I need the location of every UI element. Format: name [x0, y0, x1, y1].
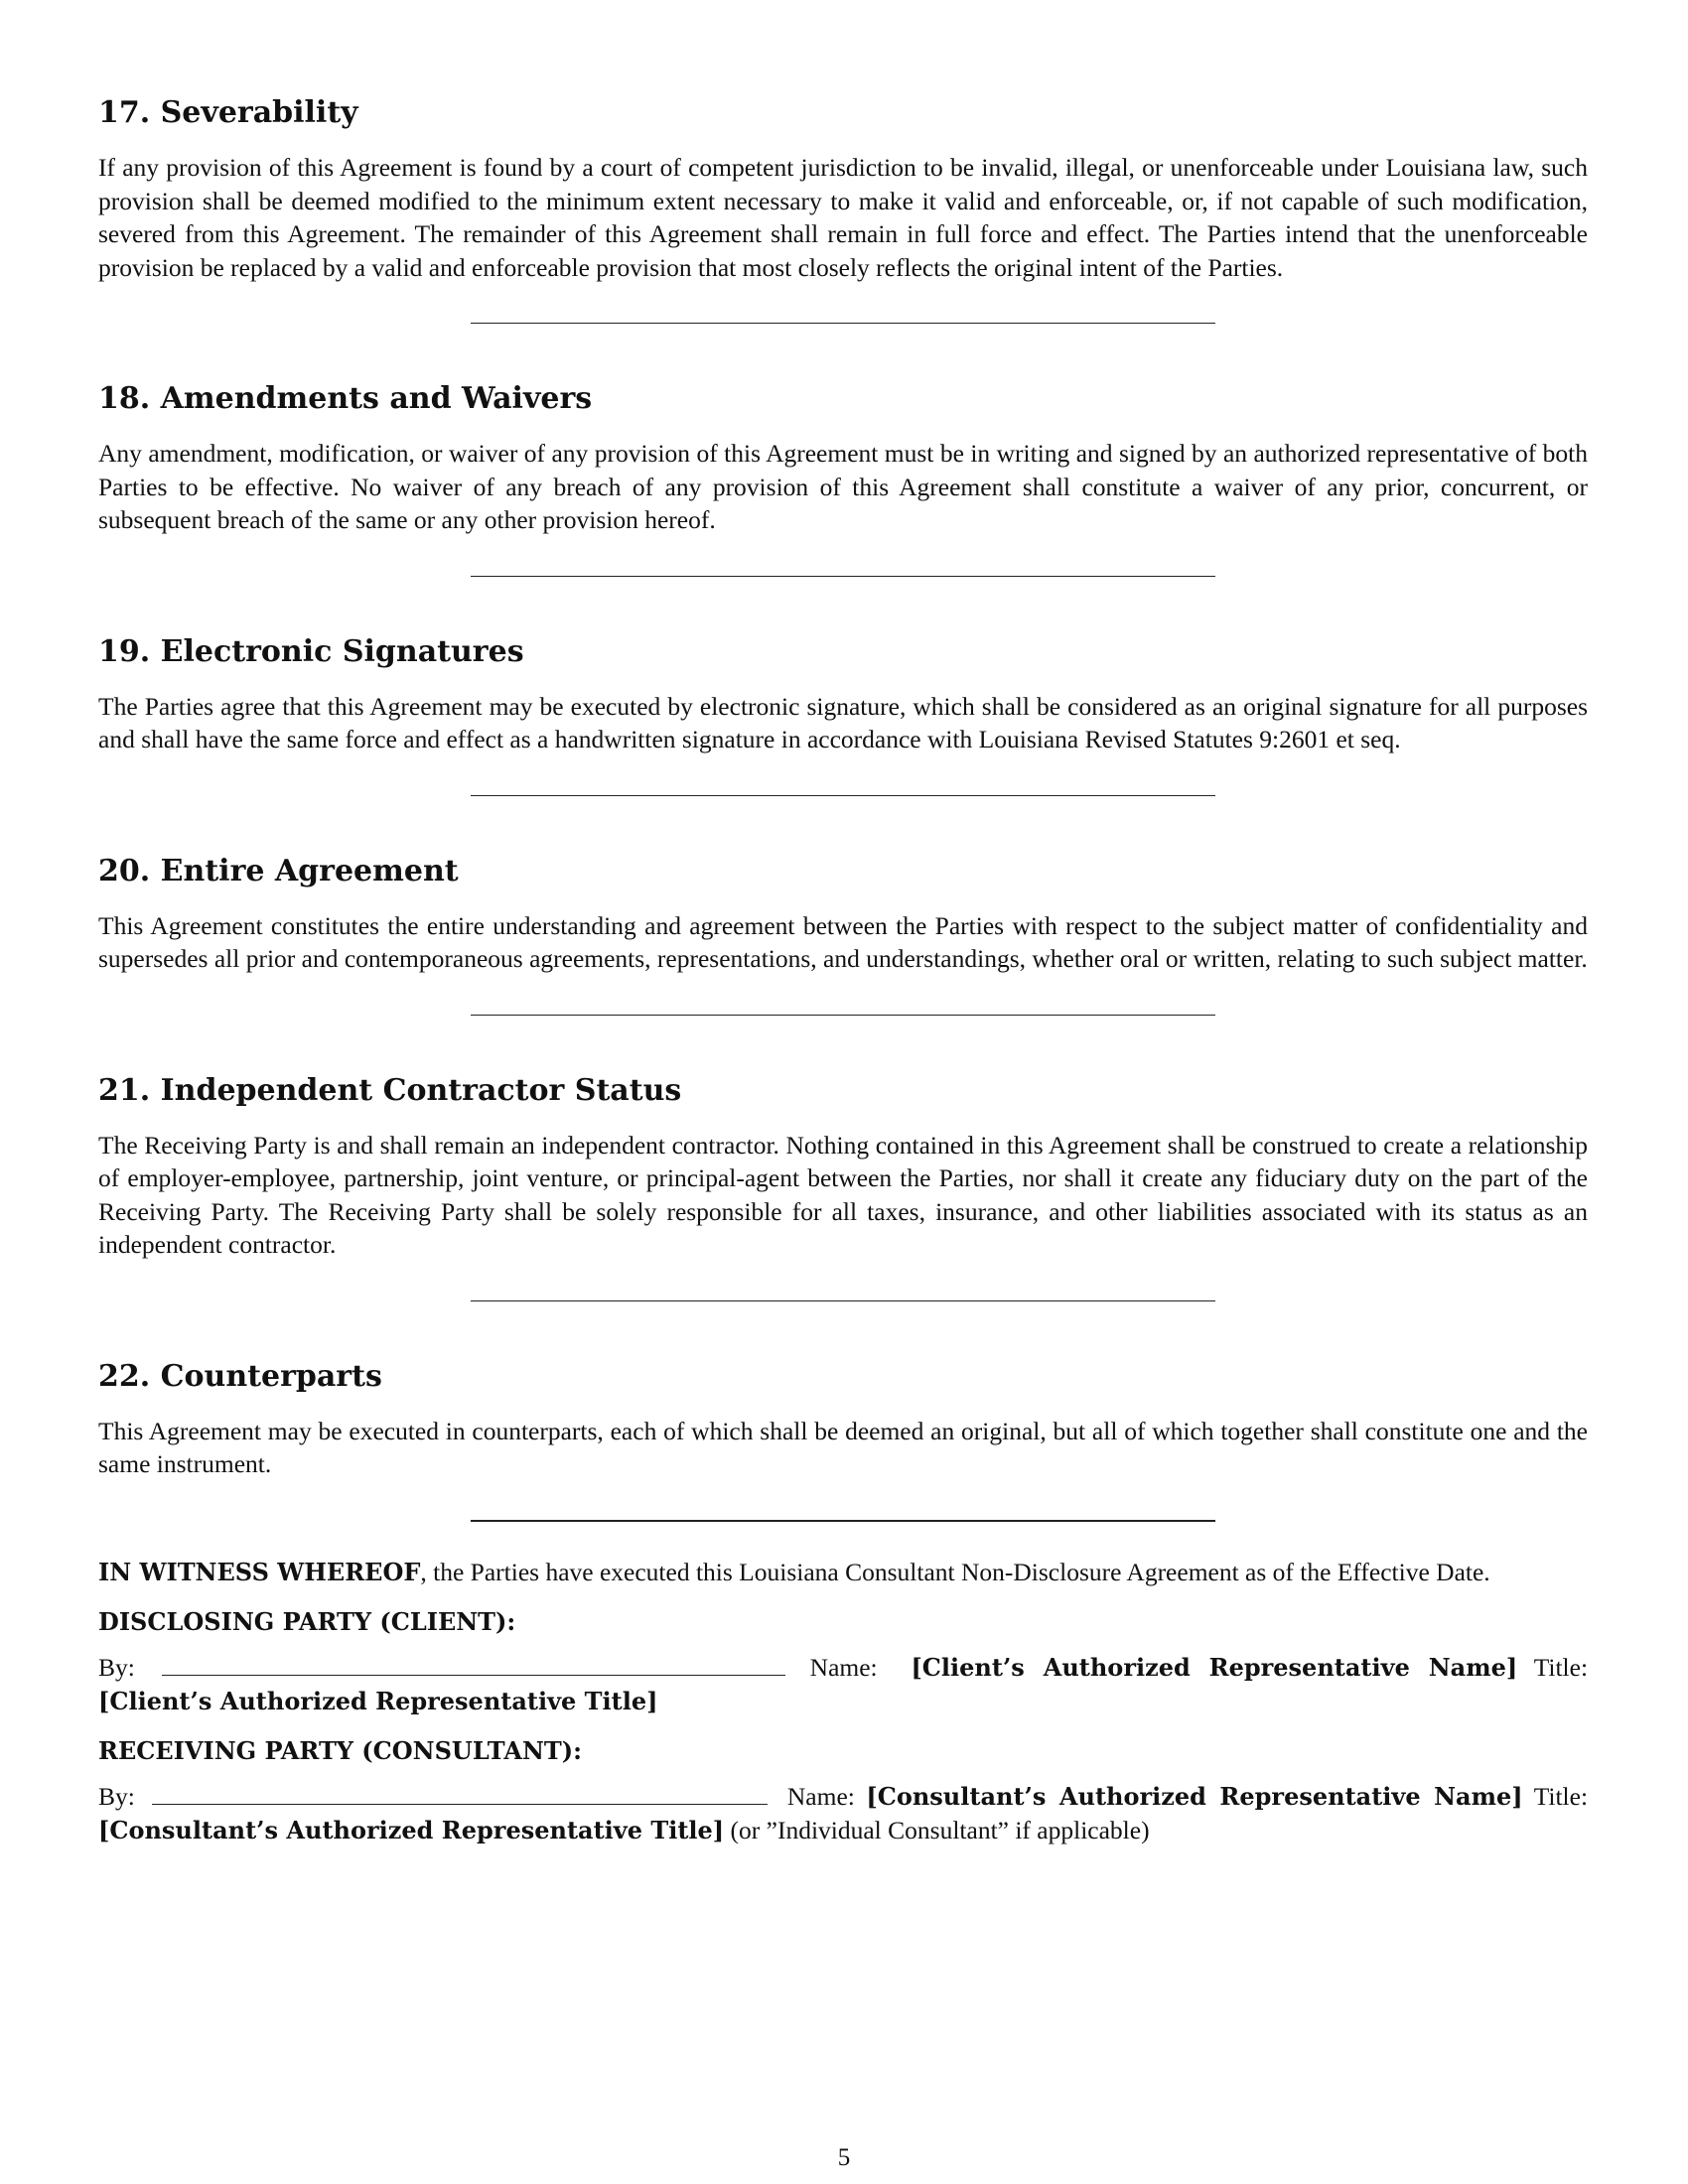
section-heading: 19. Electronic Signatures	[98, 633, 524, 669]
witness-clause	[98, 1556, 1588, 1589]
section-divider	[471, 795, 1215, 796]
section-heading: 22. Counterparts	[98, 1358, 382, 1394]
title-label: Title:	[1533, 1782, 1589, 1812]
section-heading: 18. Amendments and Waivers	[98, 381, 593, 416]
name-label: Name:	[809, 1653, 878, 1683]
section-heading: 21. Independent Contractor Status	[98, 1072, 682, 1108]
section-divider	[471, 576, 1215, 577]
section-body: The Receiving Party is and shall remain an independent contractor. Nothing contained in this Agreement shall be construed to create a relationship of employer-employee, partnership, joint venture, or principal-agent between the Parties, nor shall it create any fiduciary duty on the part of the Receiving Party. The Receiving Party shall be solely responsible for all taxes, insurance, and other liabilities associated with its status as an independent contractor.	[98, 1130, 1588, 1259]
signature-line[interactable]	[162, 1653, 785, 1676]
section-body: This Agreement constitutes the entire understanding and agreement between the Parties with respect to the subject matter of confidentiality and supersedes all prior and contemporaneous agreements, representations, and understandings, whether oral or written, relating to such subject matter.	[98, 910, 1588, 973]
section-divider	[471, 1520, 1215, 1522]
witness-lead: IN WITNESS WHEREOF	[98, 1557, 421, 1586]
section-amendments	[98, 381, 1588, 537]
page-number: 5	[837, 2144, 851, 2171]
disclosing-party-block	[98, 1606, 1588, 1717]
title-note: (or ”Individual Consultant” if applicable)	[730, 1815, 1150, 1844]
section-divider	[471, 1300, 1215, 1301]
section-heading: 17. Severability	[98, 95, 358, 130]
section-body: This Agreement may be executed in counterparts, each of which shall be deemed an original, but all of which together shall constitute one and the same instrument.	[98, 1416, 1588, 1478]
receiving-party-block	[98, 1735, 1588, 1846]
section-heading: 20. Entire Agreement	[98, 853, 459, 888]
name-label: Name:	[786, 1782, 855, 1812]
name-value: [Consultant’s Authorized Representative Name]	[866, 1782, 1523, 1812]
section-entire-agreement	[98, 854, 1588, 976]
by-label: By:	[98, 1782, 135, 1812]
section-electronic-signatures	[98, 634, 1588, 756]
title-label: Title:	[1533, 1653, 1589, 1683]
section-divider	[471, 323, 1215, 324]
section-counterparts	[98, 1359, 1588, 1481]
title-value: [Client’s Authorized Representative Title]	[98, 1686, 658, 1715]
section-divider	[471, 1015, 1215, 1016]
document-page	[98, 95, 1588, 1846]
disclosing-party-heading: DISCLOSING PARTY (CLIENT):	[98, 1607, 516, 1636]
title-value: [Consultant’s Authorized Representative Title]	[98, 1815, 725, 1844]
section-body: If any provision of this Agreement is found by a court of competent jurisdiction to be invalid, illegal, or unenforceable under Louisiana law, such provision shall be deemed modified to the minimum extent necessary to make it valid and enforceable, or, if not capable of such modification, severed from this Agreement. The remainder of this Agreement shall remain in full force and effect. The Parties intend that the unenforceable provision be replaced by a valid and enforceable provision that most closely reflects the original intent of the Parties.	[98, 153, 1588, 282]
section-body: The Parties agree that this Agreement may be executed by electronic signature, which shall be considered as an original signature for all purposes and shall have the same force and effect as a handwritten signature in accordance with Louisiana Revised Statutes 9:2601 et seq.	[98, 691, 1588, 753]
by-label: By:	[98, 1653, 135, 1683]
signature-line[interactable]	[152, 1782, 768, 1805]
section-body: Any amendment, modification, or waiver of any provision of this Agreement must be in writing and signed by an authorized representative of both Parties to be effective. No waiver of any breach of any provision of this Agreement shall constitute a waiver of any prior, concurrent, or subsequent breach of the same or any other provision hereof.	[98, 439, 1588, 534]
receiving-party-heading: RECEIVING PARTY (CONSULTANT):	[98, 1736, 582, 1766]
witness-text: , the Parties have executed this Louisiana Consultant Non-Disclosure Agreement as of the Effective Date.	[420, 1557, 1490, 1586]
section-severability	[98, 95, 1588, 284]
name-value: [Client’s Authorized Representative Name]	[911, 1653, 1518, 1683]
section-independent-contractor	[98, 1073, 1588, 1262]
